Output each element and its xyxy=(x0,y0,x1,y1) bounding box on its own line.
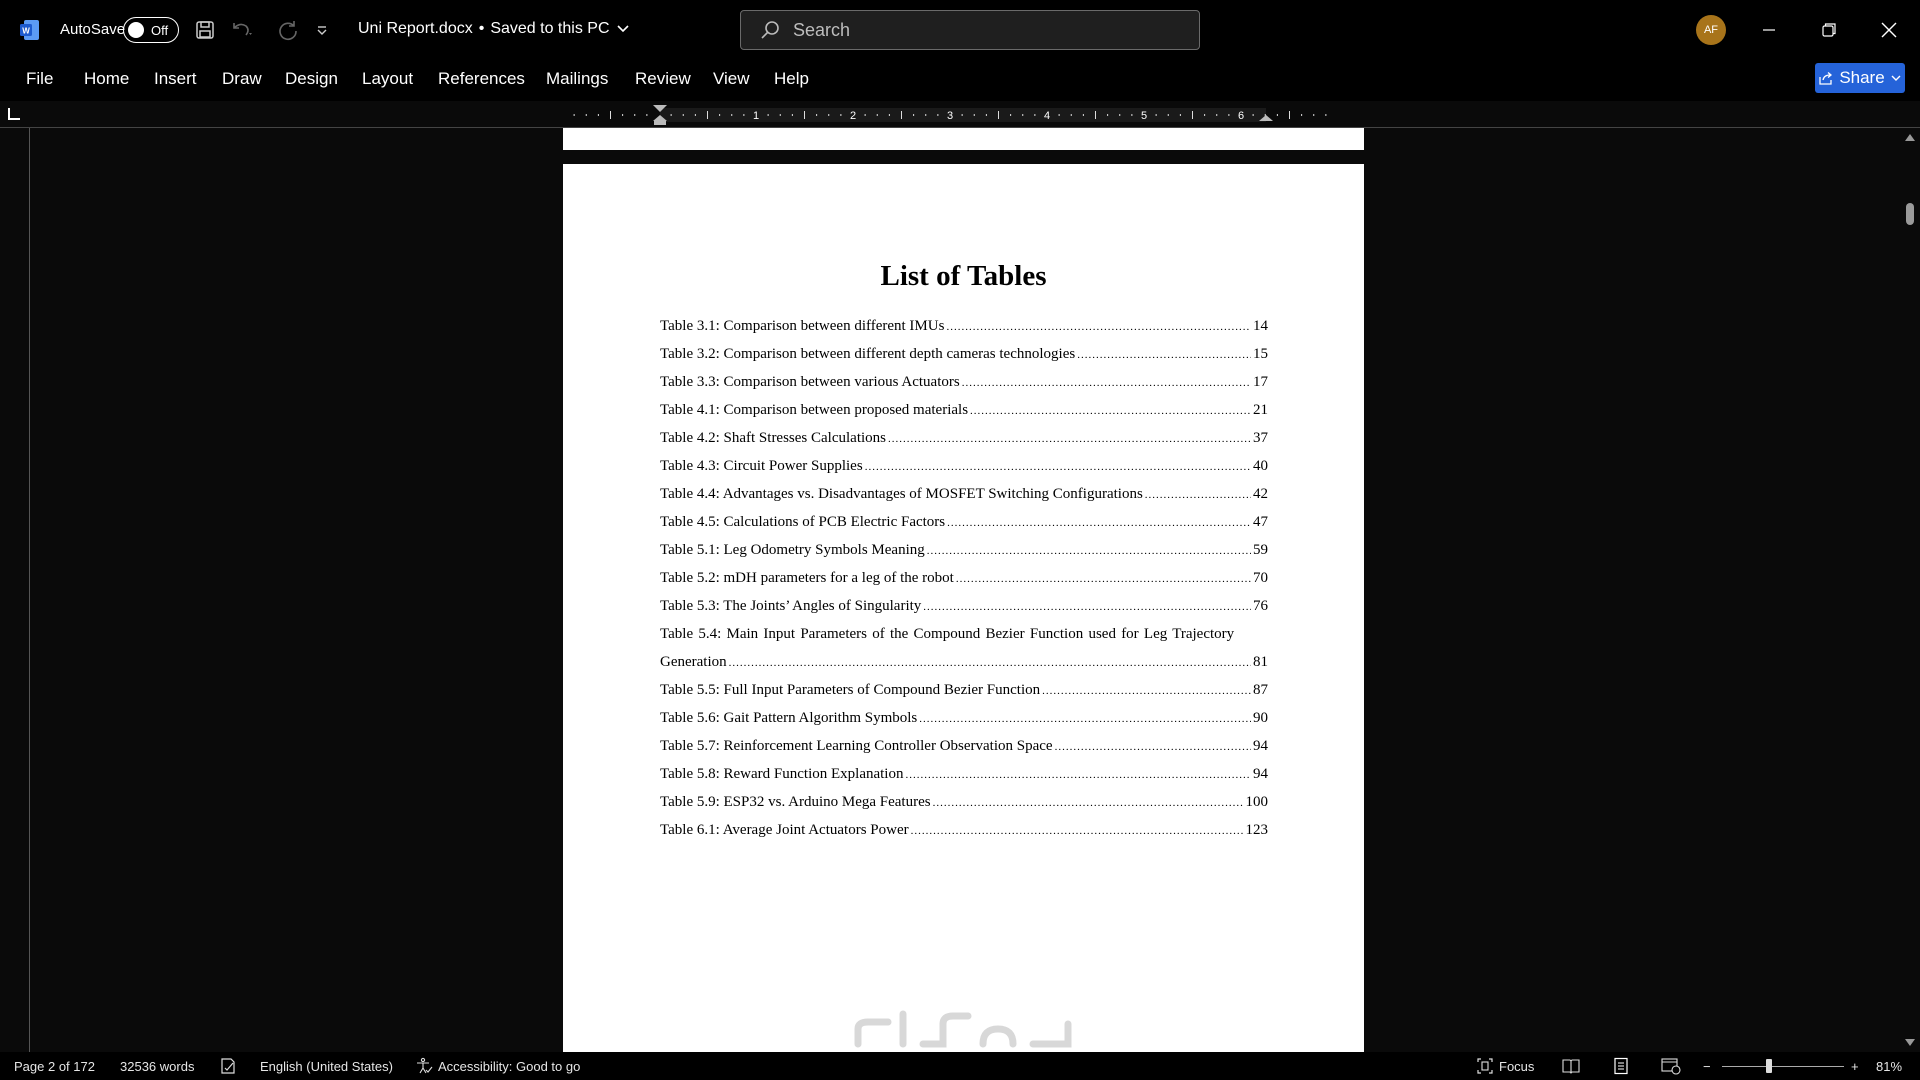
document-title[interactable] xyxy=(358,20,630,38)
accessibility-status: Accessibility: Good to go xyxy=(438,1058,581,1074)
search-icon xyxy=(759,19,781,41)
toc-entry-page: 40 xyxy=(1253,458,1268,474)
ruler-row xyxy=(0,101,1920,128)
zoom-slider-thumb[interactable] xyxy=(1766,1059,1772,1073)
list-of-tables xyxy=(660,318,1268,850)
toc-leader-dots xyxy=(1042,685,1251,697)
autosave-state: Off xyxy=(151,22,169,38)
left-margin-guide xyxy=(29,128,30,1052)
toc-leader-dots xyxy=(970,405,1251,417)
accessibility-checker[interactable] xyxy=(415,1057,580,1075)
menu-references[interactable]: References xyxy=(438,69,525,88)
autosave-label: AutoSave xyxy=(60,21,126,38)
customize-toolbar-icon[interactable] xyxy=(308,16,336,44)
toc-entry-page: 100 xyxy=(1245,794,1268,810)
toc-entry-page: 47 xyxy=(1253,514,1268,530)
toc-leader-dots xyxy=(923,601,1251,613)
zoom-level[interactable]: 81% xyxy=(1876,1059,1903,1074)
toc-entry[interactable] xyxy=(660,738,1268,766)
horizontal-ruler[interactable] xyxy=(562,105,1364,125)
toc-entry-title: Table 5.3: The Joints’ Angles of Singularity xyxy=(660,598,922,614)
toc-entry-page: 42 xyxy=(1253,486,1268,502)
title-bar xyxy=(0,0,1920,58)
toc-leader-dots xyxy=(865,461,1251,473)
toc-entry-title: Table 5.1: Leg Odometry Symbols Meaning xyxy=(660,542,925,558)
toc-entry[interactable] xyxy=(660,318,1268,346)
zoom-slider-track[interactable] xyxy=(1722,1066,1844,1067)
toc-entry-title: Table 5.6: Gait Pattern Algorithm Symbols xyxy=(660,710,918,726)
menu-bar xyxy=(0,58,1920,101)
toc-entry[interactable] xyxy=(660,430,1268,458)
toc-entry[interactable] xyxy=(660,570,1268,598)
toc-entry-title: Table 4.5: Calculations of PCB Electric Factors xyxy=(660,514,946,530)
accessibility-icon xyxy=(415,1057,433,1075)
toc-entry-page: 59 xyxy=(1253,542,1268,558)
toc-entry-page: 94 xyxy=(1253,766,1268,782)
toc-leader-dots xyxy=(947,517,1251,529)
word-count[interactable]: 32536 words xyxy=(120,1059,195,1074)
document-page[interactable] xyxy=(563,164,1364,1052)
indent-marker-right[interactable] xyxy=(1259,115,1273,121)
toc-entry[interactable] xyxy=(660,514,1268,542)
search-box[interactable] xyxy=(740,10,1200,50)
menu-help[interactable]: Help xyxy=(774,69,809,88)
indent-marker-left[interactable] xyxy=(653,105,667,125)
toc-entry-title: Table 5.7: Reinforcement Learning Controller Observation Space xyxy=(660,738,1053,754)
share-label: Share xyxy=(1839,68,1885,87)
toc-leader-dots xyxy=(1055,741,1251,753)
toc-entry[interactable] xyxy=(660,682,1268,710)
autosave-toggle[interactable] xyxy=(123,17,179,43)
toc-entry-page: 123 xyxy=(1245,822,1268,838)
toc-entry[interactable] xyxy=(660,654,1268,682)
toc-entry-justified[interactable] xyxy=(660,626,1268,654)
svg-text:W: W xyxy=(22,26,30,36)
language-indicator[interactable]: English (United States) xyxy=(260,1059,393,1074)
toggle-knob xyxy=(128,22,144,38)
toc-entry[interactable] xyxy=(660,374,1268,402)
toc-leader-dots xyxy=(1145,489,1251,501)
save-status: Saved to this PC xyxy=(490,20,610,37)
menu-mailings[interactable]: Mailings xyxy=(546,69,609,88)
toc-entry-page: 94 xyxy=(1253,738,1268,754)
zoom-out-button[interactable]: − xyxy=(1703,1059,1711,1074)
scroll-up-icon[interactable] xyxy=(1905,134,1915,141)
focus-icon xyxy=(1476,1057,1494,1075)
toc-entry-page: 90 xyxy=(1253,710,1268,726)
toc-entry[interactable] xyxy=(660,346,1268,374)
toc-leader-dots xyxy=(919,713,1251,725)
ruler-number: 6 xyxy=(1237,110,1245,122)
avatar[interactable]: AF xyxy=(1696,15,1726,45)
toc-entry-page: 37 xyxy=(1253,430,1268,446)
scroll-down-icon[interactable] xyxy=(1905,1039,1915,1046)
menu-layout[interactable]: Layout xyxy=(362,69,414,88)
toc-entry-title: Table 4.4: Advantages vs. Disadvantages of MOSFET Switching Configurations xyxy=(660,486,1143,502)
toc-leader-dots xyxy=(956,573,1251,585)
toc-entry-page: 76 xyxy=(1253,598,1268,614)
toc-entry-title: Table 3.2: Comparison between different depth cameras technologies xyxy=(660,346,1076,362)
menu-draw[interactable]: Draw xyxy=(222,69,262,88)
toc-entry-title: Table 6.1: Average Joint Actuators Power xyxy=(660,822,909,838)
menu-insert[interactable]: Insert xyxy=(154,69,197,88)
toc-entry-title: Table 5.2: mDH parameters for a leg of the robot xyxy=(660,570,954,586)
menu-design[interactable]: Design xyxy=(285,69,338,88)
toc-entry-page: 21 xyxy=(1253,402,1268,418)
print-layout-icon[interactable] xyxy=(1612,1057,1630,1075)
toc-leader-dots xyxy=(905,769,1251,781)
ruler-number: 5 xyxy=(1140,110,1148,122)
previous-page-bottom xyxy=(563,128,1364,150)
close-icon[interactable] xyxy=(1869,14,1909,46)
vertical-scrollbar[interactable] xyxy=(1900,128,1920,1052)
menu-review[interactable]: Review xyxy=(635,69,691,88)
scroll-thumb[interactable] xyxy=(1906,203,1914,225)
zoom-in-button[interactable]: + xyxy=(1851,1059,1859,1074)
toc-entry[interactable] xyxy=(660,542,1268,570)
chevron-down-icon xyxy=(1891,74,1901,82)
toc-entry-title: Table 4.3: Circuit Power Supplies xyxy=(660,458,863,474)
toc-entry-title: Table 3.3: Comparison between various Actuators xyxy=(660,374,960,390)
focus-mode-button[interactable] xyxy=(1476,1057,1534,1075)
tab-selector[interactable] xyxy=(8,108,20,120)
toc-leader-dots xyxy=(962,377,1251,389)
read-mode-icon[interactable] xyxy=(1562,1057,1580,1075)
toc-leader-dots xyxy=(911,825,1244,837)
page-count[interactable]: Page 2 of 172 xyxy=(14,1059,95,1074)
redo-icon[interactable] xyxy=(274,16,302,44)
toc-entry-title: Generation xyxy=(660,654,727,670)
toc-entry-page: 70 xyxy=(1253,570,1268,586)
toc-entry-title: Table 4.1: Comparison between proposed materials xyxy=(660,402,969,418)
toc-entry-page: 81 xyxy=(1253,654,1268,670)
status-bar xyxy=(0,1052,1920,1080)
proofing-icon[interactable] xyxy=(219,1057,237,1075)
toc-leader-dots xyxy=(946,321,1251,333)
share-button[interactable] xyxy=(1815,63,1905,93)
toc-entry-title: Table 4.2: Shaft Stresses Calculations xyxy=(660,430,886,446)
toc-leader-dots xyxy=(927,545,1251,557)
toc-entry-page: 14 xyxy=(1253,318,1268,334)
toc-entry-page: 15 xyxy=(1253,346,1268,362)
menu-file[interactable]: File xyxy=(26,69,54,88)
toc-entry-title: Table 5.5: Full Input Parameters of Compound Bezier Function xyxy=(660,682,1041,698)
toc-entry[interactable] xyxy=(660,710,1268,738)
ruler-number: 2 xyxy=(849,110,857,122)
toc-leader-dots xyxy=(1077,349,1251,361)
page-title: List of Tables xyxy=(880,260,1047,292)
chevron-down-icon xyxy=(616,24,630,34)
toc-entry-title: Table 5.9: ESP32 vs. Arduino Mega Features xyxy=(660,794,931,810)
ruler-number: 3 xyxy=(946,110,954,122)
toc-entry[interactable] xyxy=(660,822,1268,850)
title-separator: • xyxy=(478,20,485,37)
ruler-ticks xyxy=(562,105,1364,125)
save-icon[interactable] xyxy=(191,16,219,44)
undo-icon[interactable] xyxy=(227,16,255,44)
toc-entry-page: 87 xyxy=(1253,682,1268,698)
focus-label: Focus xyxy=(1499,1058,1535,1074)
toc-entry[interactable] xyxy=(660,598,1268,626)
toc-leader-dots xyxy=(933,797,1244,809)
minimize-icon[interactable] xyxy=(1749,14,1789,46)
toc-entry[interactable] xyxy=(660,794,1268,822)
toc-leader-dots xyxy=(729,657,1251,669)
toc-entry-title: Table 5.8: Reward Function Explanation xyxy=(660,766,904,782)
toc-entry[interactable] xyxy=(660,458,1268,486)
ruler-number: 1 xyxy=(752,110,760,122)
share-icon xyxy=(1819,71,1833,85)
menu-home[interactable]: Home xyxy=(84,69,130,88)
toc-entry[interactable] xyxy=(660,486,1268,514)
toc-entry-page: 17 xyxy=(1253,374,1268,390)
menu-view[interactable]: View xyxy=(713,69,750,88)
toc-entry-title: Table 5.4: Main Input Parameters of the Compound Bezier Function used for Leg Trajectory xyxy=(660,626,1235,642)
toc-entry-title: Table 3.1: Comparison between different IMUs xyxy=(660,318,945,334)
watermark-logo xyxy=(843,994,1083,1052)
word-app-icon xyxy=(20,19,40,41)
toc-entry[interactable] xyxy=(660,402,1268,430)
search-placeholder: Search xyxy=(793,19,851,40)
document-name: Uni Report.docx xyxy=(358,20,473,37)
toc-entry[interactable] xyxy=(660,766,1268,794)
web-layout-icon[interactable] xyxy=(1661,1057,1681,1075)
restore-icon[interactable] xyxy=(1809,14,1849,46)
ruler-number: 4 xyxy=(1043,110,1051,122)
toc-leader-dots xyxy=(888,433,1251,445)
